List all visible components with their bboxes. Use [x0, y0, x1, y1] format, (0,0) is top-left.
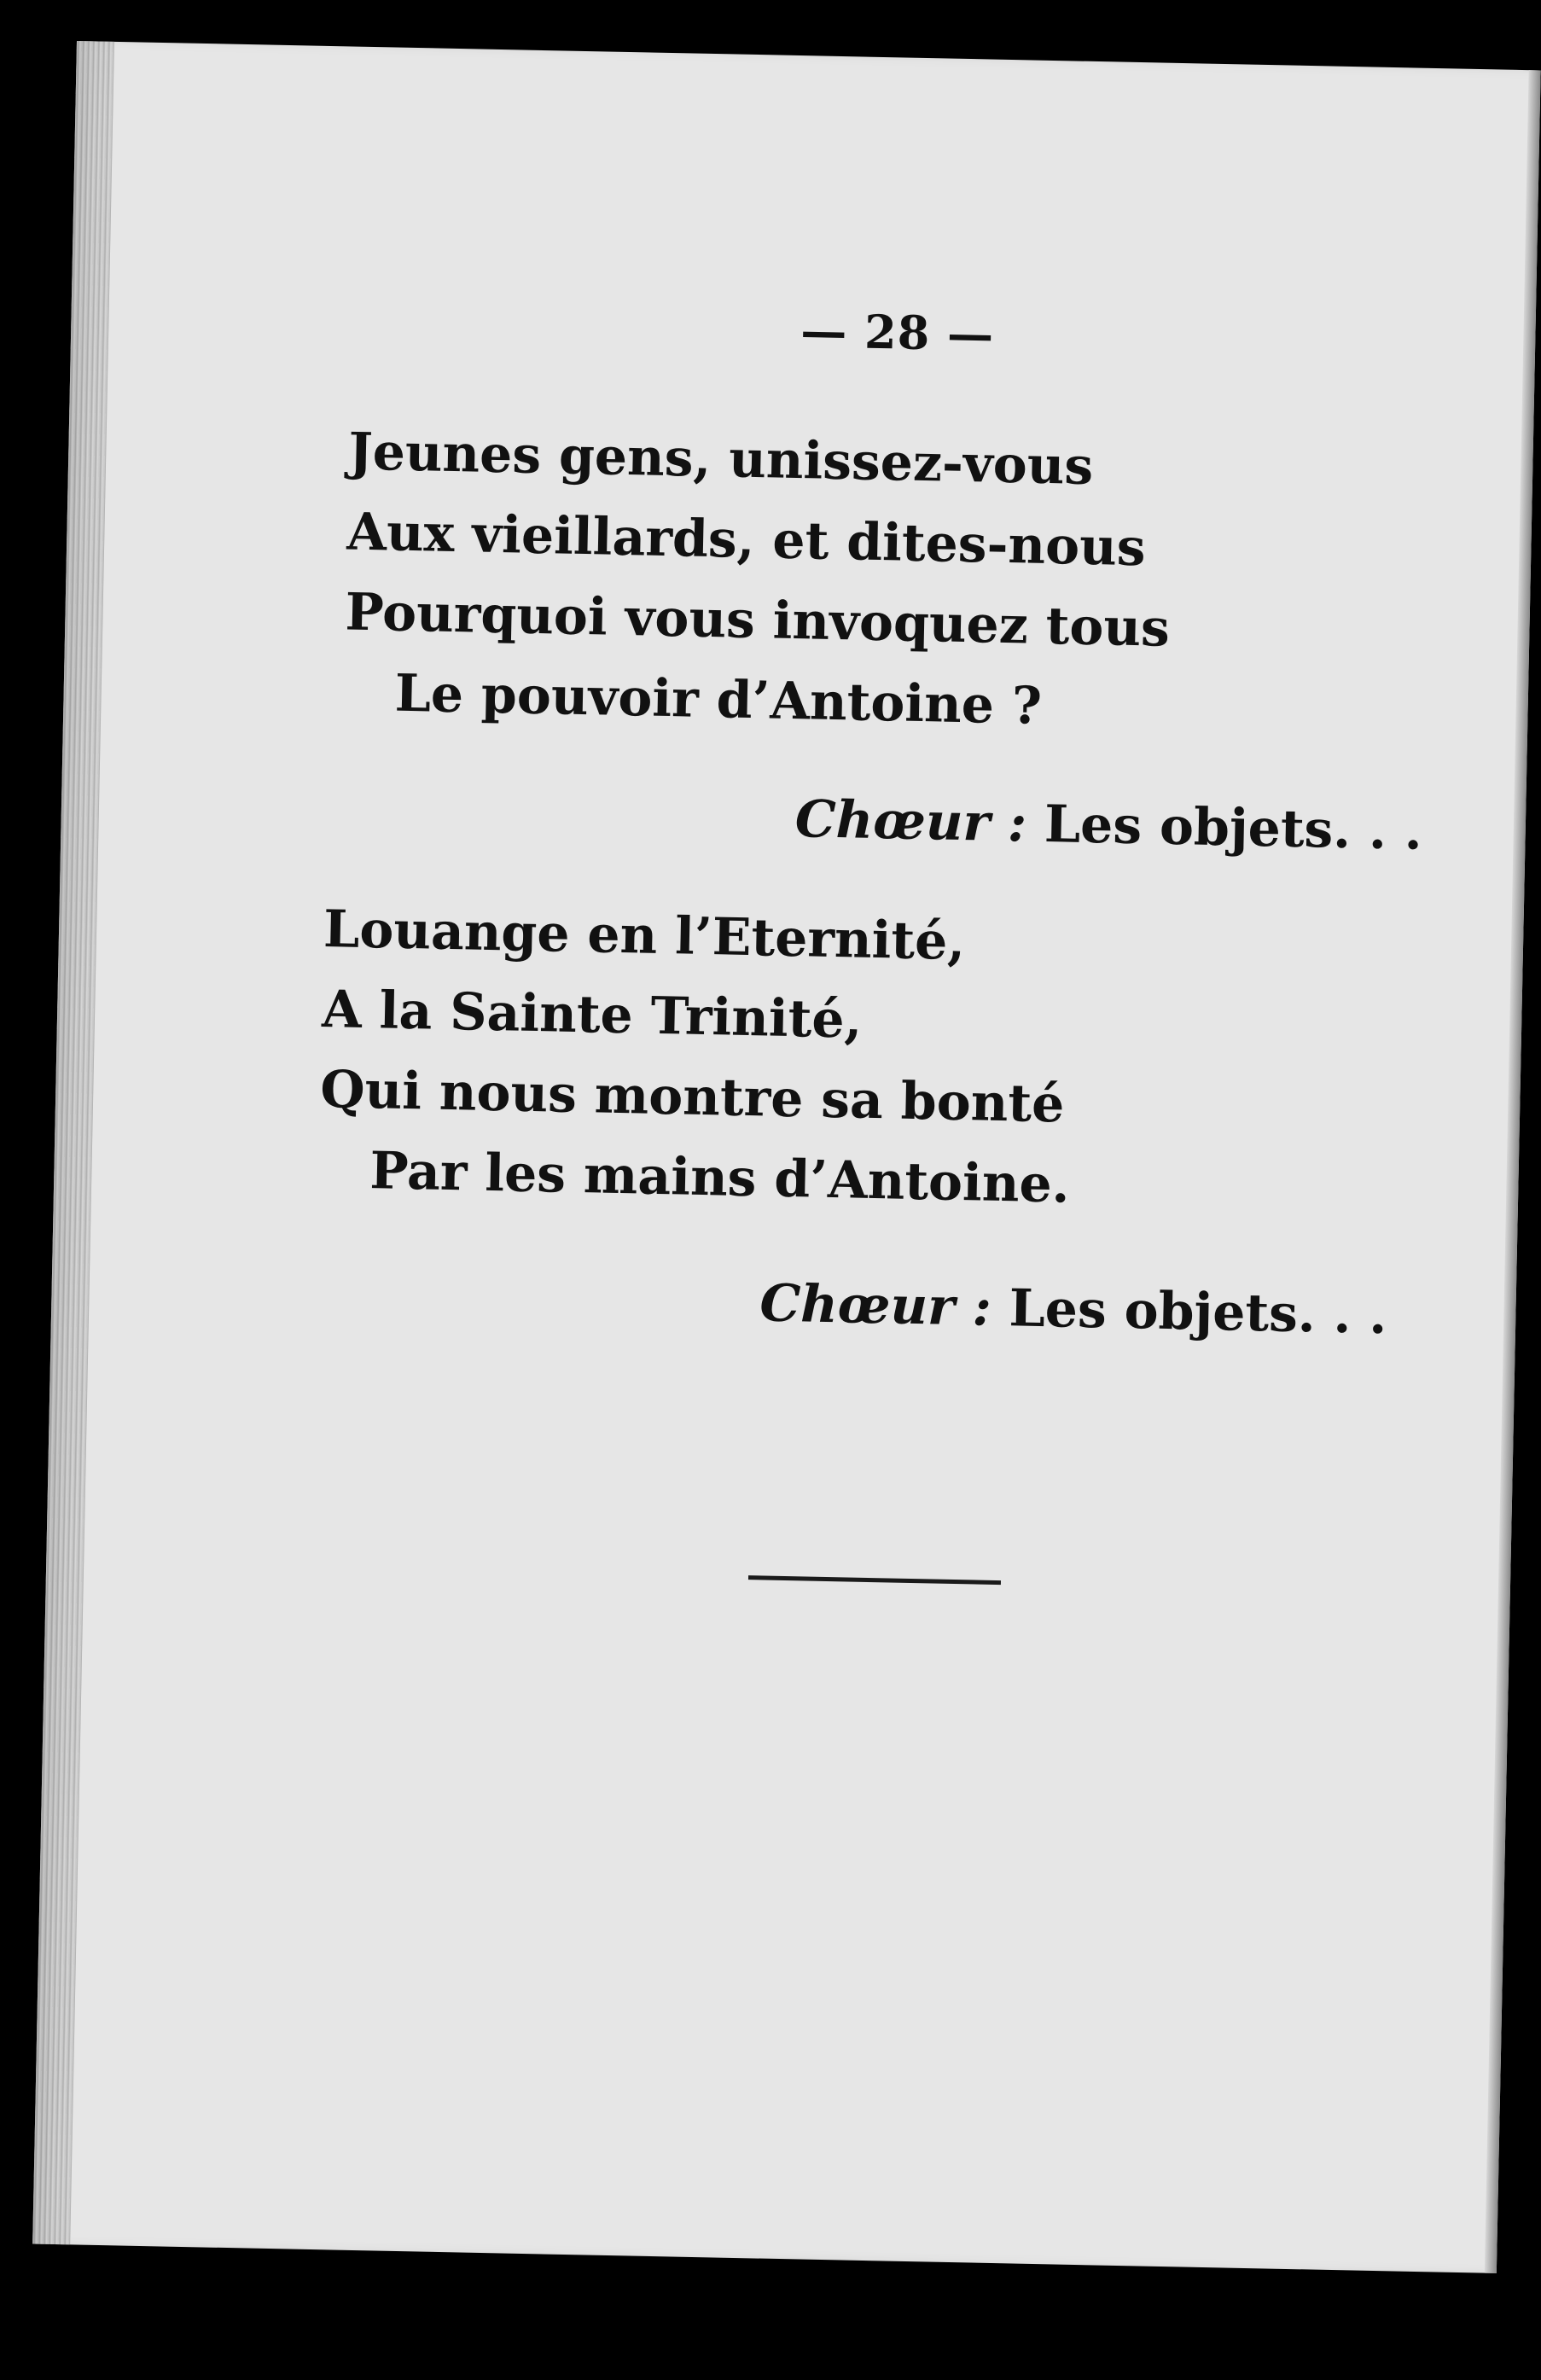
page-number: — 28 — — [800, 303, 995, 362]
chorus-label: Chœur : — [794, 789, 1027, 854]
verse-line: Pourquoi vous invoquez tous — [344, 582, 1171, 659]
verse-line: Aux vieillards, et dites-nous — [346, 502, 1147, 579]
stanza-2 — [318, 889, 1076, 1225]
page-text — [32, 41, 1540, 2273]
verse-line: Louange en l’Eternité, — [323, 899, 966, 973]
verse-line: A la Sainte Trinité, — [321, 980, 864, 1050]
chorus-cue-2 — [759, 1273, 1387, 1346]
stanza-1 — [343, 411, 1174, 748]
chorus-cue-1 — [794, 789, 1422, 862]
book-page — [32, 41, 1540, 2273]
verse-line: Qui nous montre sa bonté — [319, 1059, 1065, 1135]
end-rule-divider — [748, 1575, 1001, 1585]
verse-line-indented: Par les mains d’Antoine. — [369, 1141, 1071, 1215]
chorus-label: Chœur : — [759, 1273, 992, 1338]
verse-line-indented: Le pouvoir d’Antoine ? — [394, 663, 1043, 736]
chorus-text: Les objets. . . — [1044, 794, 1423, 862]
verse-line: Jeunes gens, unissez-vous — [347, 422, 1094, 498]
chorus-text: Les objets. . . — [1008, 1278, 1388, 1347]
